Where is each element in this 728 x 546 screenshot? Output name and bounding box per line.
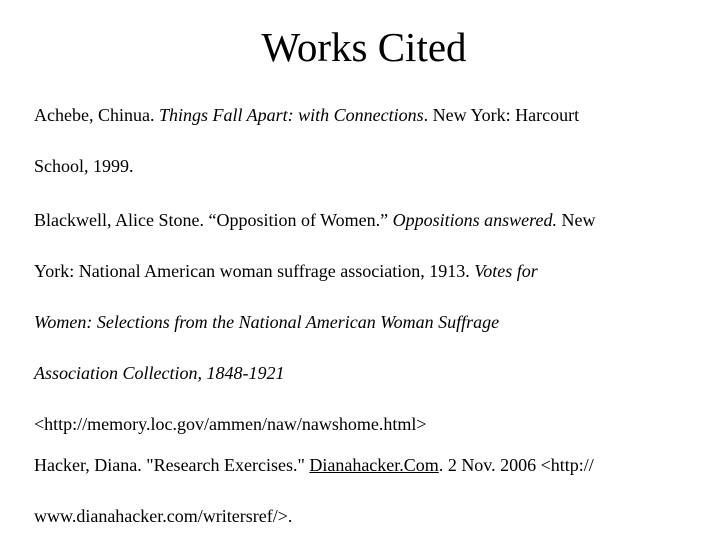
citation-line: Achebe, Chinua. Things Fall Apart: with Connections. New York: Harcourt bbox=[34, 105, 580, 125]
citation-line: York: National American woman suffrage association, 1913. Votes for bbox=[34, 261, 538, 281]
book-title: Things Fall Apart: with Connections bbox=[158, 105, 424, 125]
collection-title: Association Collection, 1848-1921 bbox=[34, 363, 285, 383]
citation-url: <http://memory.loc.gov/ammen/naw/nawshome.html> bbox=[34, 414, 427, 434]
citation-achebe bbox=[34, 90, 728, 192]
collection-title: Women: Selections from the National American Woman Suffrage bbox=[34, 312, 500, 332]
citation-line bbox=[34, 297, 728, 348]
citation-blackwell bbox=[34, 195, 728, 450]
citation-line: Blackwell, Alice Stone. “Opposition of Women.” Oppositions answered. New bbox=[34, 210, 596, 230]
citation-url: www.dianahacker.com/writersref/>. bbox=[34, 506, 293, 526]
website-title-link[interactable]: Dianahacker.Com bbox=[309, 455, 439, 475]
page-title: Works Cited bbox=[261, 24, 467, 70]
citation-line: Hacker, Diana. "Research Exercises." Dianahacker.Com. 2 Nov. 2006 <http:// bbox=[34, 455, 594, 475]
citation-line: School, 1999. bbox=[34, 156, 134, 176]
publication-title: Oppositions answered. bbox=[392, 210, 557, 230]
collection-title: Votes for bbox=[474, 261, 538, 281]
citation-hacker bbox=[34, 440, 728, 542]
citation-line bbox=[34, 348, 728, 399]
